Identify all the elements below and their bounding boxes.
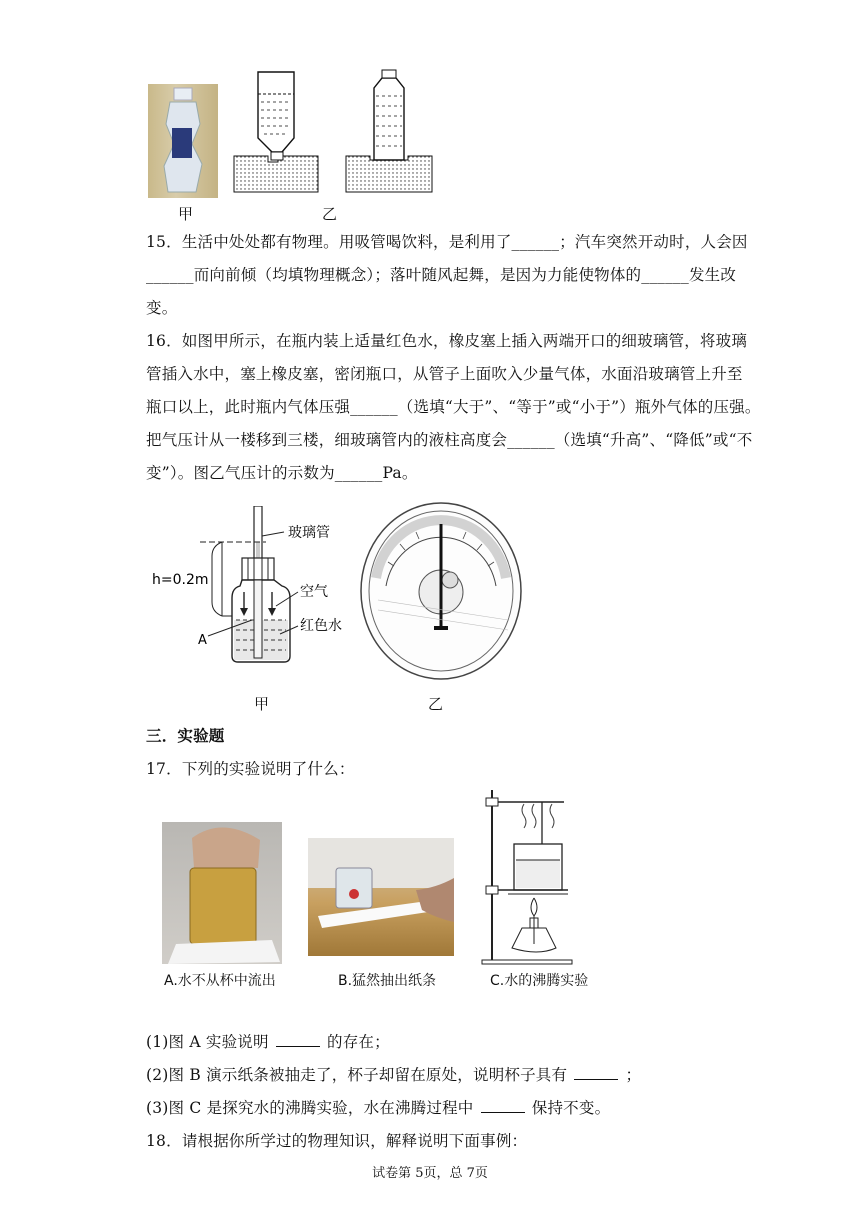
q17-sub2-tail: ； [625, 1066, 642, 1084]
point-a-label: A [198, 633, 207, 648]
cup-strip-icon [308, 838, 454, 956]
fig16-yi-label: 乙 [428, 695, 444, 713]
boiling-apparatus-diagram [468, 788, 578, 966]
cup-hand-icon [162, 822, 282, 964]
h-label: h=0.2m [152, 572, 209, 588]
section-title-experiments: 三．实验题 [146, 727, 225, 745]
q15-line3: 变。 [146, 299, 178, 317]
caption-b: B.猛然抽出纸条 [338, 973, 437, 989]
crushed-bottle-photo [148, 84, 218, 198]
q15-line1: 15．生活中处处都有物理。用吸管喝饮料，是利用了______；汽车突然开动时，人会因 [146, 233, 748, 251]
bottle-photo-icon [148, 84, 218, 198]
q16-line5: 变”）。图乙气压计的示数为______Pa。 [146, 464, 418, 482]
photo-cup-strip [308, 838, 454, 956]
answer-blank-1[interactable] [276, 1032, 320, 1047]
fig-jia-label: 甲 [178, 205, 194, 223]
barometer-dial [358, 500, 524, 682]
q17-sub1-tail: 的存在； [327, 1033, 390, 1051]
caption-a: A.水不从杯中流出 [164, 973, 276, 989]
q17-sub3 [146, 1098, 610, 1118]
barometer-bottle-diagram [148, 506, 353, 668]
q16-line3: 瓶口以上，此时瓶内气体压强______（选填“大于”、“等于”或“小于”）瓶外气体的压强。 [146, 398, 761, 416]
fig-yi-label: 乙 [322, 205, 338, 223]
q15-line2: ______而向前倾（均填物理概念）；落叶随风起舞，是因为力能使物体的______发生改 [146, 266, 737, 284]
q18-title: 18．请根据你所学过的物理知识，解释说明下面事例： [146, 1132, 528, 1150]
q17-sub2 [146, 1065, 641, 1085]
q17-title: 17．下列的实验说明了什么： [146, 760, 355, 778]
q16-line1: 16．如图甲所示，在瓶内装上适量红色水，橡皮塞上插入两端开口的细玻璃管，将玻璃 [146, 332, 748, 350]
answer-blank-2[interactable] [574, 1065, 618, 1080]
red-water-label: 红色水 [300, 618, 342, 634]
inverted-bottle-diagrams [228, 68, 443, 196]
air-label: 空气 [300, 584, 328, 600]
q17-sub2-text: (2)图 B 演示纸条被抽走了，杯子却留在原处，说明杯子具有 [146, 1066, 568, 1084]
caption-c: C.水的沸腾实验 [490, 973, 589, 989]
q17-sub3-text: (3)图 C 是探究水的沸腾实验，水在沸腾过程中 [146, 1099, 474, 1117]
q17-sub3-tail: 保持不变。 [531, 1099, 611, 1117]
tube-label: 玻璃管 [288, 525, 330, 541]
photo-cup-paper [162, 822, 282, 964]
q17-sub1 [146, 1032, 390, 1052]
q16-line4: 把气压计从一楼移到三楼，细玻璃管内的液柱高度会______（选填“升高”、“降低”或“不 [146, 431, 753, 449]
fig16-jia-label: 甲 [254, 695, 270, 713]
q17-sub1-text: (1)图 A 实验说明 [146, 1033, 269, 1051]
page-footer: 试卷第 5页，总 7页 [372, 1166, 488, 1181]
q16-line2: 管插入水中，塞上橡皮塞，密闭瓶口，从管子上面吹入少量气体，水面沿玻璃管上升至 [146, 365, 743, 383]
answer-blank-3[interactable] [481, 1098, 525, 1113]
